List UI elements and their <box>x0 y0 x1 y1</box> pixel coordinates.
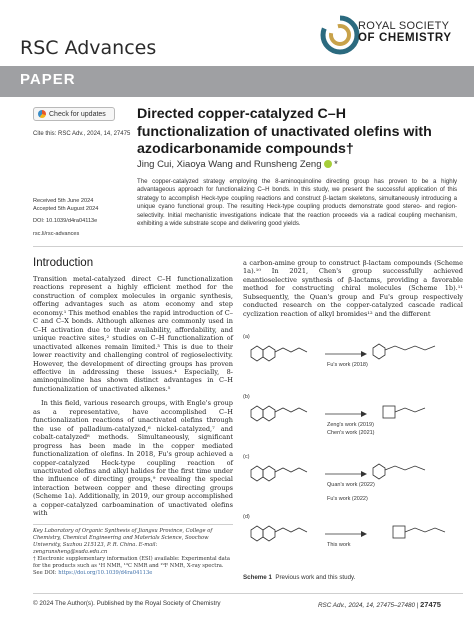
footer-divider <box>33 593 463 594</box>
footer-ref: RSC Adv., 2024, 14, 27475–27480 <box>318 602 415 609</box>
scheme-figure <box>243 330 463 568</box>
orcid-icon[interactable] <box>324 160 332 168</box>
received-date: Received 5th June 2024 <box>33 198 94 204</box>
ring <box>263 526 275 541</box>
ring <box>263 406 275 421</box>
check-updates-label: Check for updates <box>49 110 106 118</box>
work-label: This work <box>327 542 351 548</box>
work-label: Fu's work (2022) <box>327 496 368 502</box>
intro-paragraph-3: a carbon-amine group to construct β-lactam compounds (Scheme 1a).¹⁰ In 2021, Chen's group successfully achieved enantioselective synthesis of β-lactams, providing a favorable method for constructing chiral molecules (Scheme 1b).¹¹ Subsequently, the Quan's group and Fu's group respectively conducted research on the copper-catalyzed cascade radical cyclization reaction of alkyl bromides¹² and the different <box>243 259 463 318</box>
ring <box>373 344 385 359</box>
scheme-label: (c) <box>243 454 250 460</box>
bond <box>275 528 307 532</box>
footnotes <box>33 528 233 577</box>
doi[interactable]: DOI: 10.1039/d4ra04113e <box>33 218 98 224</box>
arrowhead <box>361 351 367 357</box>
crossmark-icon <box>38 110 46 118</box>
authors: Jing Cui, Xiaoya Wang and Runsheng Zeng <box>137 159 322 170</box>
work-label: Zeng's work (2019) <box>327 422 374 428</box>
arrowhead <box>361 411 367 417</box>
affiliation: Key Laboratory of Organic Synthesis of Jiangsu Province, College of Chemistry, Chemical Engineering and Materials Science, Soochow University, Suzhou 215123, P. R. China. E-mail: zengrunsheng@suda.edu.cn <box>33 528 213 555</box>
intro-column-1 <box>33 275 233 524</box>
intro-column-2 <box>243 259 463 324</box>
ring <box>251 526 263 541</box>
article-title: Directed copper-catalyzed C–H functionalization of unactivated olefins with azodicarbonamide compounds† <box>137 106 432 157</box>
scheme-label: (b) <box>243 394 250 400</box>
page-number: 27475 <box>420 600 441 609</box>
banner-label: PAPER <box>20 71 76 88</box>
publisher-line2: OF CHEMISTRY <box>358 32 452 44</box>
caption-label: Scheme 1 <box>243 574 272 581</box>
bond <box>385 346 435 350</box>
journal-name: RSC Advances <box>20 37 157 59</box>
work-label: Chen's work (2021) <box>327 430 375 436</box>
publisher-line1: ROYAL SOCIETY <box>358 20 450 32</box>
ring <box>251 406 263 421</box>
arrowhead <box>361 531 367 537</box>
bond <box>275 468 307 472</box>
ring <box>251 346 263 361</box>
divider <box>33 246 463 247</box>
journal-link[interactable]: rsc.li/rsc-advances <box>33 231 80 237</box>
scheme-caption <box>243 574 355 581</box>
scheme-label: (a) <box>243 334 250 340</box>
intro-paragraph-2: In this field, various research groups, with Engle's group as a representative, have accomplished C–H functionalization reactions of unactivated olefins through the use of palladium-catalyzed,⁶ nickel-catalyzed,⁷ and cobalt-catalyzed⁸ methods. Simultaneously, significant progress has been made in the copper mediated functionalization of olefins. In 2018, Fu's group achieved a copper-catalyzed Heck-type coupling reaction of unactivated olefins and alkyl halides for the first time under the influence of directing groups,⁹ revealing the special interaction between copper and these directing groups (Scheme 1a). Additionally, in 2019, our group accomplished a copper-catalyzed carboamination of unactivated olefins with <box>33 399 233 518</box>
scheme-label: (d) <box>243 514 250 520</box>
ring <box>263 346 275 361</box>
author-list: Jing Cui, Xiaoya Wang and Runsheng Zeng * <box>137 159 338 170</box>
work-label: Quan's work (2022) <box>327 482 375 488</box>
bond <box>385 466 425 470</box>
bond <box>405 528 445 532</box>
copyright: © 2024 The Author(s). Published by the Royal Society of Chemistry <box>33 600 221 607</box>
esi-note <box>33 556 233 577</box>
article-type-banner <box>0 66 474 97</box>
publisher-name <box>358 20 452 44</box>
check-updates-button[interactable] <box>33 107 115 121</box>
ring <box>251 466 263 481</box>
esi-link[interactable]: https://doi.org/10.1039/d4ra04113e <box>58 570 153 576</box>
bond <box>275 348 307 352</box>
abstract: The copper-catalyzed strategy employing the 8-aminoquinoline directing group has proven to be a highly advantageous approach for functionalizing C–H bonds. In this study, we present the successful application of this strategy to accomplish Heck-type coupling reactions and construct β-lactam skeletons, simultaneously introducing a unique cyano functional group. The resulting Heck-type coupling products demonstrate good stereo- and region-selectivity. Initial mechanistic investigations indicate that the reaction proceeds via a radical coupling mechanism, exhibiting a wide substrate scope and delivering good yields. <box>137 178 457 228</box>
lactam-ring <box>383 406 395 418</box>
caption-text: Previous work and this study. <box>275 574 356 581</box>
esi-text: † Electronic supplementary information (ESI) available: Experimental data for the products such as ¹H NMR, ¹³C NMR and ¹⁹F NMR, X-ray spectra. See DOI: <box>33 556 230 576</box>
section-heading: Introduction <box>33 257 94 269</box>
arrowhead <box>361 471 367 477</box>
accepted-date: Accepted 5th August 2024 <box>33 206 99 212</box>
bond <box>395 408 425 412</box>
bond <box>275 408 307 412</box>
ring <box>263 466 275 481</box>
citation: Cite this: RSC Adv., 2024, 14, 27475 <box>33 131 131 137</box>
intro-paragraph-1: Transition metal-catalyzed direct C–H functionalization reactions represent a highly efficient method for the construction of complex molecules in organic synthesis, offering advantages such as atom economy and step economy.¹ This method enables the rapid introduction of C–C and C–X bonds. Although alkenes are commonly used in C–H activation due to their availability, affordability, and unique reactive sites,² studies on C–H functionalization of unactivated alkenes remain limited.³ This is due to their lower reactivity and challenging control of regioselectivity. However, the development of directing groups has proven effective in addressing these issues.⁴ Especially, 8-aminoquinoline has shown distinct advantages in C–H functionalization of unactivated alkenes.⁵ <box>33 275 233 393</box>
lactam-ring <box>393 526 405 538</box>
footnote-divider <box>33 524 233 525</box>
work-label: Fu's work (2018) <box>327 362 368 368</box>
ring <box>373 464 385 479</box>
footer-citation: RSC Adv., 2024, 14, 27475–27480 | 27475 <box>318 600 441 609</box>
